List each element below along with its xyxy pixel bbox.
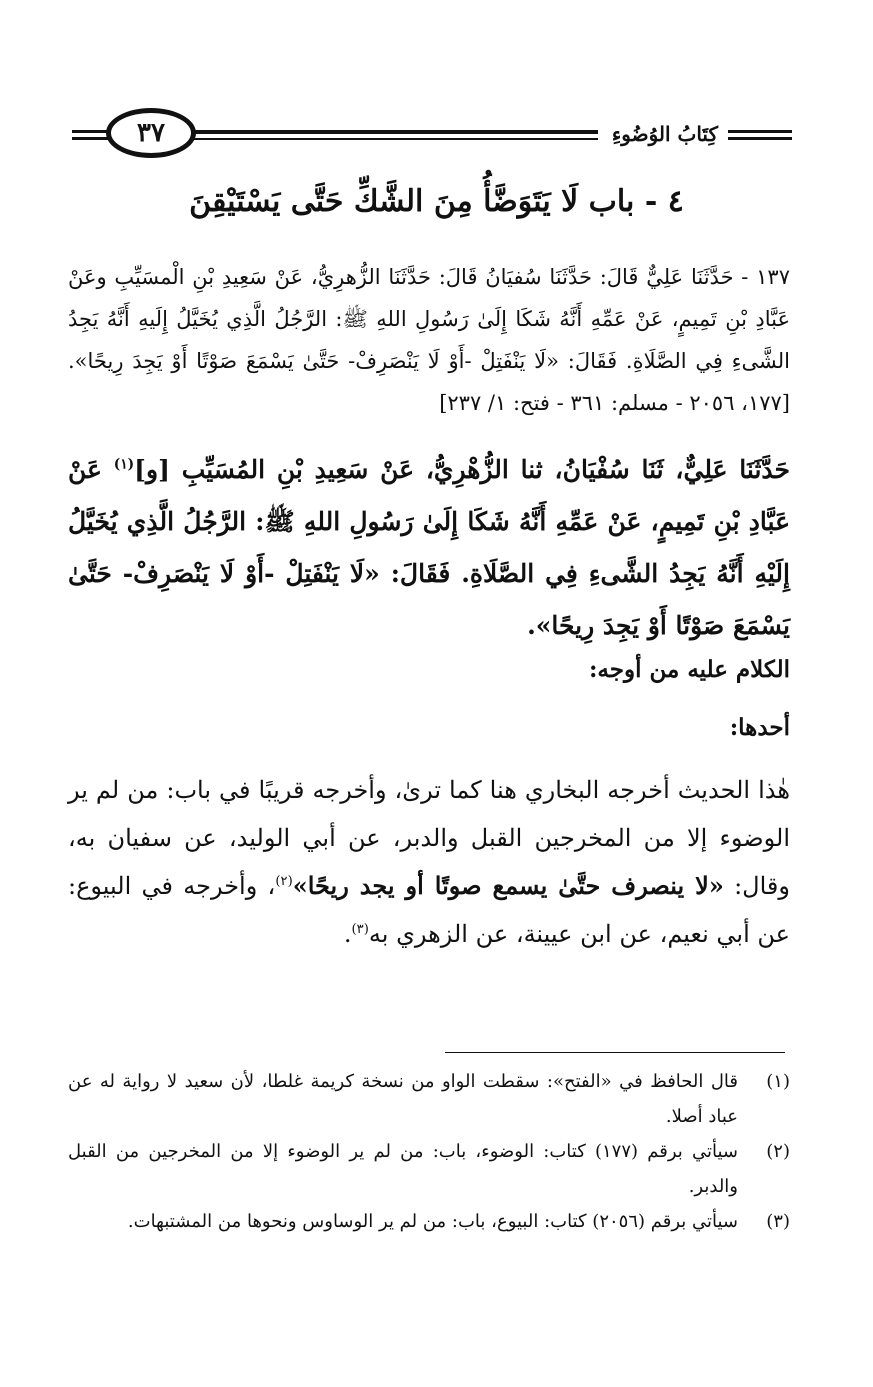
hadith-large-part1: حَدَّثَنَا عَلِيٌّ، ثَنَا سُفْيَانُ، ثنا الزُّهْرِيُّ، عَنْ سَعِيدِ بْنِ المُسَيِّبِ [و]	[134, 455, 790, 484]
footnote-number: (٣)	[766, 1211, 790, 1232]
first-point-label: أحدها:	[729, 714, 790, 741]
footnote-item	[68, 1134, 790, 1204]
footnote-text: سيأتي برقم (٢٠٥٦) كتاب: البيوع، باب: من لم ير الوساوس ونحوها من المشتبهات.	[127, 1211, 738, 1232]
footnote-item	[68, 1064, 790, 1134]
commentary-quote: «لا ينصرف حتَّىٰ يسمع صوتًا أو يجد ريحًا»	[292, 871, 724, 900]
footnote-ref-3: (٣)	[351, 922, 369, 937]
footnotes	[68, 1064, 790, 1239]
commentary-part1: هٰذا الحديث أخرجه البخاري هنا كما ترىٰ، وأخرجه قريبًا في باب: من لم ير الوضوء إلا من المخرجين القبل والدبر، عن أبي الوليد، عن سفيان به، وقال:	[68, 776, 790, 900]
footnote-number: (١)	[766, 1071, 790, 1092]
commentary-part2: ، وأخرجه في البيوع: عن أبي نعيم، عن ابن عيينة، عن الزهري به	[68, 872, 790, 948]
hadith-large-part2: عَنْ عَبَّادِ بْنِ تَمِيمٍ، عَنْ عَمِّهِ أَنَّهُ شَكَا إِلَىٰ رَسُولِ اللهِ ﷺ: الرَّجُلُ الَّذِي يُخَيَّلُ إِلَيْهِ أَنَّهُ يَجِدُ الشَّىءِ فِي الصَّلَاةِ. فَقَالَ: «لَا يَنْفَتِلْ -أَوْ لَا يَنْصَرِفْ- حَتَّىٰ يَسْمَعَ صَوْتًا أَوْ يَجِدَ رِيحًا».	[68, 455, 790, 640]
running-header	[72, 108, 792, 162]
footnote-divider	[445, 1052, 785, 1053]
chapter-heading: ٤ - باب لَا يَتَوَضَّأُ مِنَ الشَّكِّ حَتَّى يَسْتَيْقِنَ	[189, 184, 684, 219]
header-rule-right	[728, 130, 792, 140]
header-rule-main	[178, 130, 598, 140]
footnote-item	[68, 1204, 790, 1239]
footnote-number: (٢)	[766, 1141, 790, 1162]
footnote-text: قال الحافظ في «الفتح»: سقطت الواو من نسخة كريمة غلطا، لأن سعيد لا رواية له عن عباد أصلا.	[68, 1071, 738, 1127]
running-title: كِتَابُ الوُضُوءِ	[611, 122, 718, 146]
hadith-text-small: ١٣٧ - حَدَّثَنَا عَلِيٌّ قَالَ: حَدَّثَنَا سُفيَانُ قَالَ: حَدَّثَنَا الزُّهرِيُّ، عَنْ سَعِيدِ بْنِ الْمسَيِّبِ وعَنْ عَبَّادِ بْنِ تَمِيمٍ، عَنْ عَمِّهِ أَنَّهُ شَكَا إِلَىٰ رَسُولِ اللهِ ﷺ: الرَّجُلُ الَّذِي يُخَيَّلُ إِلَيهِ أَنَّهُ يَجِدُ الشَّىءِ فِي الصَّلَاةِ. فَقَالَ: «لَا يَنْفَتِلْ -أَوْ لَا يَنْصَرِفْ- حَتَّىٰ يَسْمَعَ صَوْتًا أَوْ يَجِدَ رِيحًا». [١٧٧، ٢٠٥٦ - مسلم: ٣٦١ - فتح: ١/ ٢٣٧]	[68, 265, 790, 415]
footnote-ref-2: (٢)	[275, 874, 293, 889]
footnote-text: سيأتي برقم (١٧٧) كتاب: الوضوء، باب: من لم ير الوضوء إلا من المخرجين من القبل والدبر.	[68, 1141, 738, 1197]
hadith-text-large	[68, 444, 790, 652]
page-number: ٣٧	[106, 108, 196, 158]
discussion-label: الكلام عليه من أوجه:	[588, 656, 790, 683]
footnote-ref-1: (١)	[113, 456, 135, 473]
commentary-end: .	[343, 920, 352, 948]
commentary-paragraph	[68, 766, 790, 958]
